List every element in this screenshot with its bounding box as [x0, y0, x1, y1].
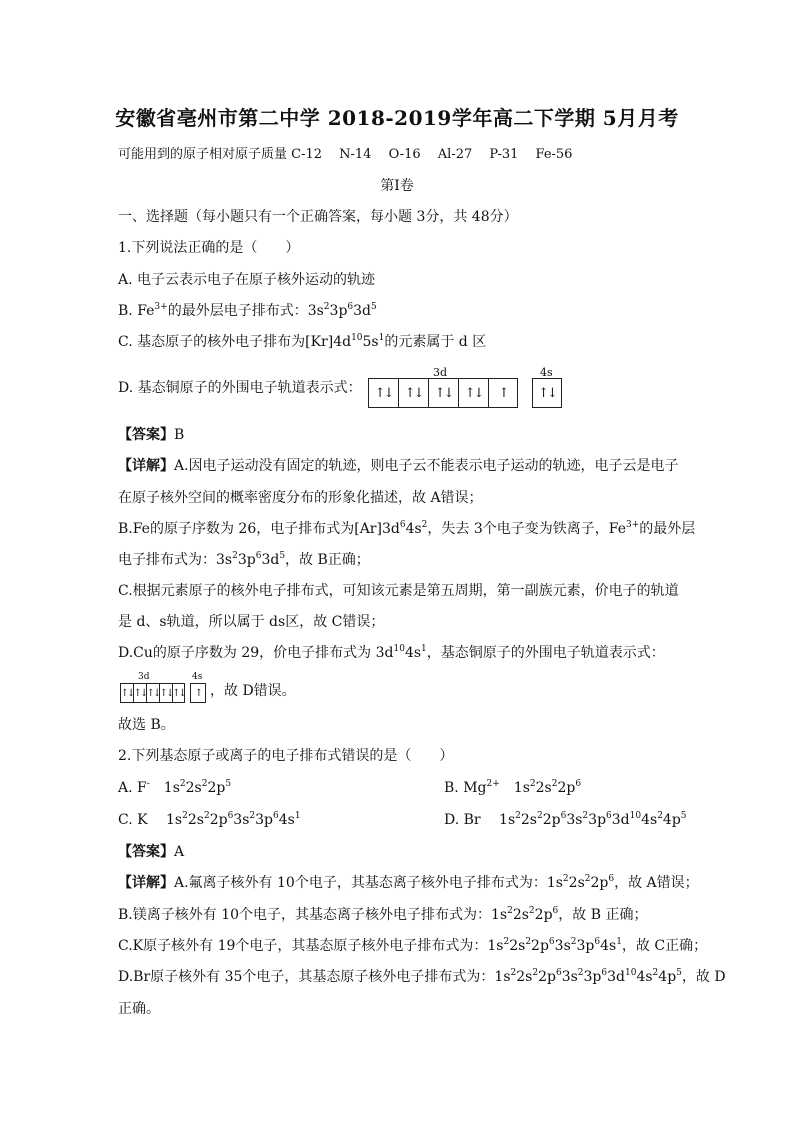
q1-explanation-c-line2: 是 d、s轨道，所以属于 ds区，故 C错误；: [118, 614, 385, 630]
q2-explanation-a: 【详解】A.氟离子核外有 10个电子，其基态离子核外电子排布式为：$1s^22s^22p^6$，故 A错误；: [118, 874, 699, 891]
q1-explanation-b-line2: 电子排布式为：$3s^23p^63d^5$，故 B正确；: [118, 551, 370, 568]
q2-answer: 【答案】A: [118, 844, 185, 860]
orbital-cell: ↑: [498, 385, 508, 401]
q1-conclusion: 故选 B。: [118, 717, 175, 733]
atomic-masses-line: 可能用到的原子相对原子质量 C-12 N-14 O-16 Al-27 P-31 Fe-56: [118, 147, 573, 162]
orbital-cell: ↑↓: [459, 379, 489, 407]
orbital-cell: ↑↓: [369, 379, 399, 407]
q2-option-d: D. Br $1s^22s^22p^63s^23p^63d^{10}4s^24p^5$: [444, 811, 687, 828]
small-orbital-diagram-3d: [120, 683, 185, 703]
orbital-diagram-3d: [368, 378, 518, 408]
q1-explanation-a-line1: 【详解】A.因电子运动没有固定的轨迹，则电子云不能表示电子运动的轨迹，电子云是电子: [118, 458, 679, 474]
q1-option-a: A. 电子云表示电子在原子核外运动的轨迹: [118, 272, 376, 288]
orbital-cell: ↑↓: [121, 684, 134, 702]
q1-explanation-a-line2: 在原子核外空间的概率密度分布的形象化描述，故 A错误；: [118, 490, 483, 506]
q1-option-b: B. $Fe^{3+}$的最外层电子排布式：$3s^23p^63d^5$: [118, 302, 377, 319]
q2-option-b: B. $Mg^{2+}$ $1s^22s^22p^6$: [444, 779, 582, 796]
part-heading: 一、选择题（每小题只有一个正确答案，每小题 3分，共 48分）: [118, 209, 518, 225]
q2-stem: 2.下列基态原子或离子的电子排布式错误的是（ ）: [118, 748, 454, 764]
q2-explanation-c: C.K原子核外有 19个电子，其基态原子核外电子排布式为：$1s^22s^22p^63s^23p^64s^1$，故 C正确；: [118, 937, 708, 954]
orbital-cell: ↑↓: [160, 684, 173, 702]
q2-explanation-d-line1: D.Br原子核外有 35个电子，其基态原子核外电子排布式为：$1s^22s^22p^63s^23p^63d^{10}4s^24p^5$，故 D: [118, 968, 726, 985]
q1-explanation-c-line1: C.根据元素原子的核外电子排布式，可知该元素是第五周期，第一副族元素，价电子的轨道: [118, 583, 679, 599]
orbital-cell: ↑: [194, 687, 202, 699]
q2-explanation-b: B.镁离子核外有 10个电子，其基态离子核外电子排布式为：$1s^22s^22p^6$，故 B 正确；: [118, 906, 648, 923]
orbital-label-3d: 3d: [433, 366, 448, 379]
orbital-label-4s: 4s: [540, 366, 553, 379]
q1-explanation-d-line1: D.Cu的原子序数为 29，价电子排布式为 $3d^{10}4s^1$，基态铜原子的外围电子轨道表示式：: [118, 644, 665, 661]
page-title: 安徽省亳州市第二中学 2018-2019学年高二下学期 5月月考: [115, 106, 679, 130]
small-orbital-label-3d: 3d: [138, 672, 150, 682]
small-orbital-diagram-4s: [190, 683, 206, 703]
orbital-diagram-4s: [532, 378, 562, 408]
q1-option-d: D. 基态铜原子的外围电子轨道表示式：: [118, 380, 362, 396]
orbital-cell: ↑↓: [147, 684, 160, 702]
orbital-cell: ↑↓: [172, 687, 185, 699]
orbital-cell: ↑↓: [429, 379, 459, 407]
q2-option-a: A. F- $1s^22s^22p^5$: [118, 779, 232, 796]
orbital-cell: ↑↓: [538, 385, 556, 401]
q1-explanation-d-line2-text: ，故 D错误。: [210, 683, 296, 699]
orbital-cell: ↑↓: [399, 379, 429, 407]
q1-explanation-b-line1: B.Fe的原子序数为 26，电子排布式为$[Ar]3d^64s^2$，失去 3个电子变为铁离子，$Fe^{3+}$的最外层: [118, 520, 696, 537]
q1-answer: 【答案】B: [118, 427, 185, 443]
section-heading: 第Ⅰ卷: [380, 178, 414, 194]
small-orbital-label-4s: 4s: [192, 672, 203, 682]
q1-option-c: C. 基态原子的核外电子排布为$[Kr]4d^{10}5s^1$的元素属于 d 区: [118, 333, 487, 350]
q2-option-c: C. K $1s^22s^22p^63s^23p^64s^1$: [118, 811, 301, 828]
q1-stem: 1.下列说法正确的是（ ）: [118, 240, 300, 256]
orbital-cell: ↑↓: [134, 684, 147, 702]
q2-explanation-d-line2: 正确。: [118, 1001, 160, 1017]
